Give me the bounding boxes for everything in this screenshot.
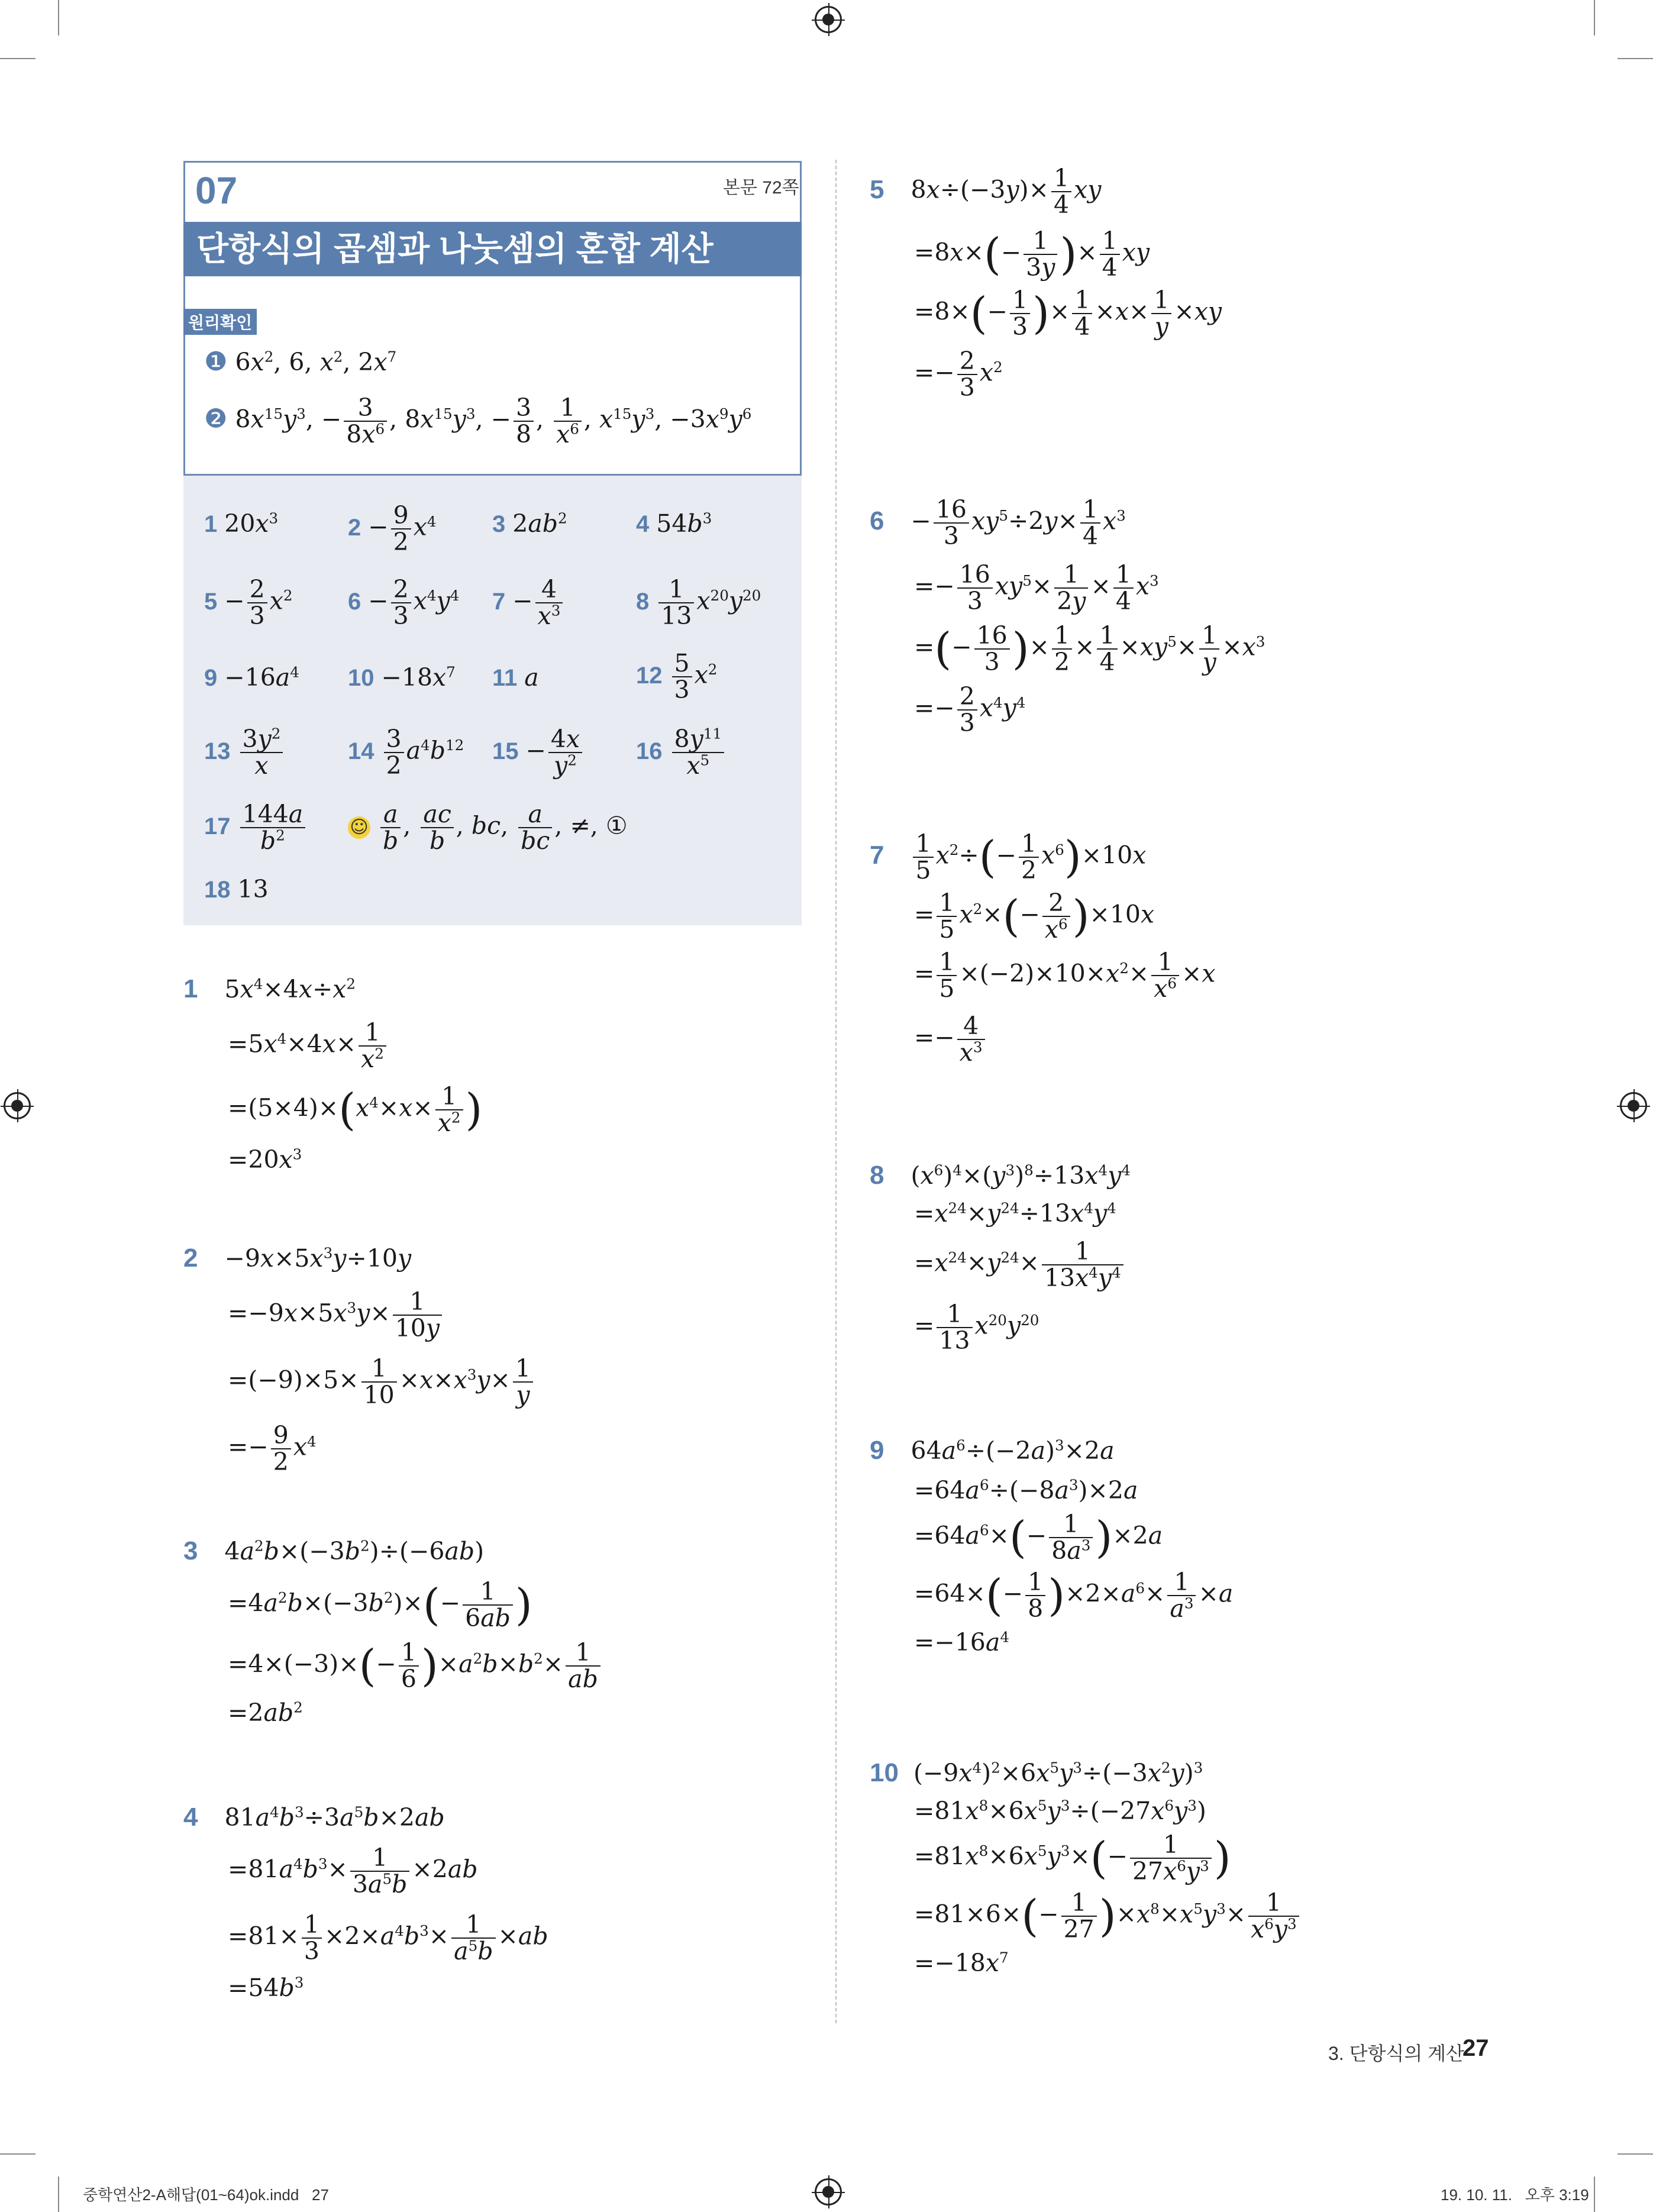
registration-mark <box>1620 1092 1647 1119</box>
answer-6: 6 − $\frac{2}{3}$ $x^4y^4$ <box>348 575 460 631</box>
solution-6: 6 − $\frac{16}{3}$ $xy^5\div 2y\times$ $\frac{1}{4}$ $x^3$ =− $\frac{16}{3}$ $xy^5\times$ $\frac{1}{2y}$ × $\frac{1}{4}$ $x^3$ =(− $\frac{16}{3}$ )× $\frac{1}{2}$ × $\frac{1}{4}$ $\times xy^5\times$ $\frac{1}{y}$ $\times x^3$ =− $\frac{2}{3}$ $x^4y^4$ <box>870 495 1265 738</box>
answer-8: 8 $\frac{1}{13}$ $x^{20}y^{20}$ <box>636 575 761 631</box>
solution-1: 1 $5x^4\times 4x\div x^2$ $=5x^4\times 4x\times$ $\frac{1}{x^2}$ $=(5\times 4)\times(x^4\times x\times$ $\frac{1}{x^2}$ ) $=20x^3$ <box>183 974 483 1174</box>
crop-mark <box>1618 58 1653 59</box>
answer-11: 11 a <box>492 663 539 692</box>
column-divider <box>835 160 837 2023</box>
solution-3: 3 $4a^2b\times(-3b^2)\div(-6ab)$ $=4a^2b\times(-3b^2)\times(-$ $\frac{1}{6ab}$ ) =4×(−3)×(− $\frac{1}{6}$ )$\times a^2b\times b^2\times$ $\frac{1}{ab}$ $=2ab^2$ <box>183 1538 603 1725</box>
answer-17: 17 $\frac{144a}{b^2}$ <box>204 802 308 854</box>
solution-7: 7 $\frac{1}{5}$ $x^2\div(-$ $\frac{1}{2}$ $x^6)\times 10x$ = $\frac{1}{5}$ $x^2\times(-$ $\frac{2}{x^6}$ )×10x = $\frac{1}{5}$ $\times(-2)\times 10\times x^2\times$ $\frac{1}{x^6}$ ×x =− $\frac{4}{x^3}$ <box>870 829 1216 1067</box>
crop-mark <box>1594 0 1595 35</box>
answer-7: 7 − $\frac{4}{x^3}$ <box>492 577 565 629</box>
section-number: 07 <box>195 169 238 212</box>
registration-mark <box>815 2178 842 2205</box>
answer-10: $10 -18x^7$ <box>348 663 456 692</box>
smiley-icon: ☺ <box>348 816 370 839</box>
principle-label: 원리확인 <box>183 309 257 335</box>
solution-9: 9 $64a^6\div(-2a)^3\times 2a$ $=64a^6\div(-8a^3)\times 2a$ $=64a^6\times(-$ $\frac{1}{8a^3}$ )×2a =64×(− $\frac{1}{8}$ )$\times 2\times a^6\times$ $\frac{1}{a^3}$ ×a $=-16a^4$ <box>870 1436 1234 1657</box>
print-timestamp: 19. 10. 11. 오후 3:19 <box>1441 2186 1589 2204</box>
section-title: 단항식의 곱셈과 나눗셈의 혼합 계산 <box>183 222 802 276</box>
crop-mark <box>1618 2153 1653 2155</box>
answer-9: $9 -16a^4$ <box>204 663 299 692</box>
answer-4: 4 $54b^3$ <box>636 509 712 538</box>
crop-mark <box>58 2177 59 2212</box>
circled-1-icon: ❶ <box>204 347 228 376</box>
chapter-title: 3. 단항식의 계산 <box>1328 2043 1464 2064</box>
crop-mark <box>0 2153 35 2155</box>
answer-12: 12 $\frac{5}{3}$ $x^2$ <box>636 649 718 705</box>
answer-5: 5 − $\frac{2}{3}$ $x^2$ <box>204 575 293 631</box>
answer-16: 16 $\frac{8y^{11}}{x^5}$ <box>636 726 727 779</box>
solution-4: 4 $81a^4b^3\div 3a^5b\times 2ab$ $=81a^4b^3\times$ $\frac{1}{3a^5b}$ ×2ab =81× $\frac{1}{3}$ $\times 2\times a^4b^3\times$ $\frac{1}{a^5b}$ ×ab $=54b^3$ <box>183 1803 548 2003</box>
answer-3: 3 $2ab^2$ <box>492 509 567 538</box>
answer-smiley: ☺ $\frac{a}{b}$ , $\frac{ac}{b}$ , bc, $\frac{a}{bc}$ , ≠, ① <box>348 802 628 854</box>
circled-2-icon: ❷ <box>204 404 228 434</box>
solution-2: $2 -9x\times 5x^3y\div 10y$ $=-9x\times 5x^3y\times$ $\frac{1}{10y}$ =(−9)×5× $\frac{1}{10}$ $\times x\times x^3y\times$ $\frac{1}{y}$ =− $\frac{9}{2}$ $x^4$ <box>183 1245 535 1475</box>
page-number: 27 <box>1462 2035 1489 2061</box>
answer-1: 1 $20x^3$ <box>204 509 279 538</box>
answer-15: 15 − $\frac{4x}{y^2}$ <box>492 726 585 779</box>
principle-1: ❶ $6x^2$, 6, $x^2$, $2x^7$ <box>204 347 397 376</box>
solution-8: 8 $(x^6)^4\times(y^3)^8\div 13x^4y^4$ $=x^{24}\times y^{24}\div 13x^4y^4$ $=x^{24}\times y^{24}\times$ $\frac{1}{13x^4y^4}$ = $\frac{1}{13}$ $x^{20}y^{20}$ <box>870 1161 1131 1355</box>
answer-2: 2 − $\frac{9}{2}$ $x^4$ <box>348 501 437 557</box>
answer-18: 18 13 <box>204 875 269 903</box>
registration-mark <box>4 1092 31 1119</box>
principle-2: ❷ $8x^{15}y^3$, − $\frac{3}{8x^6}$ , $8x^{15}y^3$, − $\frac{3}{8}$ , $\frac{1}{x^6}$ , $x^{15}y^3$, $-3x^9y^6$ <box>204 393 752 449</box>
answer-14: 14 $\frac{3}{2}$ $a^4b^{12}$ <box>348 725 464 780</box>
solution-5: 5 8x÷(−3y)× $\frac{1}{4}$ xy =8x×(− $\frac{1}{3y}$ )× $\frac{1}{4}$ xy =8×(− $\frac{1}{3}$ )× $\frac{1}{4}$ ×x× $\frac{1}{y}$ ×xy =− $\frac{2}{3}$ $x^2$ <box>870 164 1222 402</box>
page-reference: 본문 72쪽 <box>723 178 799 198</box>
crop-mark <box>1594 2177 1595 2212</box>
answer-13: 13 $\frac{3y^2}{x}$ <box>204 726 285 779</box>
crop-mark <box>58 0 59 35</box>
file-name: 중학연산2-A해답(01~64)ok.indd 27 <box>83 2186 329 2204</box>
crop-mark <box>0 58 35 59</box>
registration-mark <box>815 6 842 33</box>
solution-10: 10 $(-9x^4)^2\times 6x^5y^3\div(-3x^2y)^3$ $=81x^8\times 6x^5y^3\div(-27x^6y^3)$ $=81x^8\times 6x^5y^3\times(-$ $\frac{1}{27x^6y^3}$ ) =81×6×(− $\frac{1}{27}$ )$\times x^8\times x^5y^3\times$ $\frac{1}{x^6y^3}$ $=-18x^7$ <box>870 1760 1302 1975</box>
